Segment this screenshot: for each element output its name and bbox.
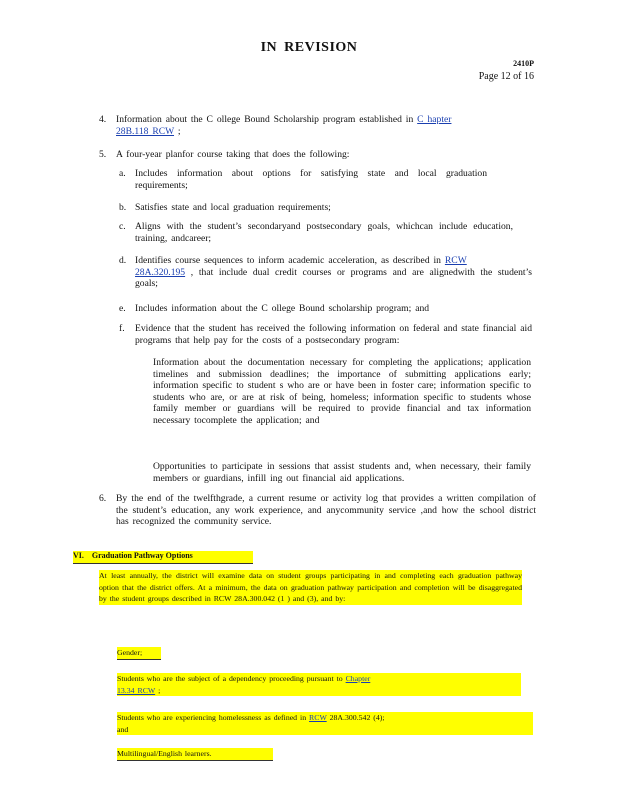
bullet-text: and — [117, 724, 129, 734]
subitem-b: Satisfies state and local graduation requirements; — [135, 202, 331, 213]
subitem-letter: a. — [119, 168, 126, 179]
section-heading — [73, 551, 253, 564]
rcw-link[interactable]: RCW — [444, 255, 467, 266]
list-item-4 — [116, 114, 536, 137]
subitem-letter: c. — [119, 221, 126, 232]
subitem-d — [135, 255, 532, 290]
item-number: 4. — [99, 114, 107, 125]
subitem-e: Includes information about the C ollege Bound scholarship program; and — [135, 303, 430, 314]
bullet-text: 28A.300.542 (4); — [326, 713, 385, 722]
subitem-letter: f. — [119, 323, 125, 334]
bullet-gender: Gender; — [117, 647, 161, 660]
bullet-homelessness — [117, 712, 533, 735]
subitem-letter: d. — [119, 255, 127, 266]
list-item-6: By the end of the twelfthgrade, a current resume or activity log that provides a written compilation of the student’s education, any work experience, and anycommunity service ,and how the school district has recognized the community service. — [116, 493, 536, 527]
bullet-text: Students who are the subject of a dependency proceeding pursuant to — [117, 674, 346, 683]
subitem-text: , that include dual credit courses or programs and are alignedwith the student’s goals; — [135, 266, 532, 289]
subitem-c: Aligns with the student’s secondaryand postsecondary goals, whichcan include education, training, andcareer; — [135, 221, 513, 244]
bullet-text: Students who are experiencing homelessness as defined in — [117, 713, 310, 722]
bullet-text: ; — [155, 685, 161, 695]
section-number: VI. — [73, 551, 84, 560]
subitem-text: Identifies course sequences to inform academic acceleration, as described in — [135, 255, 445, 266]
page-number: Page 12 of 16 — [478, 71, 534, 82]
section-title: Graduation Pathway Options — [91, 551, 193, 560]
subitem-a: Includes information about options for satisfying state and local graduation requirements; — [135, 168, 487, 191]
rcw-link[interactable]: 13.34 RCW — [117, 685, 156, 695]
page-title: IN REVISION — [260, 40, 358, 55]
bullet-item: Opportunities to participate in sessions that assist students and, when necessary, their family members or guardians, infill ing out financial aid applications. — [153, 461, 531, 484]
graduation-pathway-paragraph: At least annually, the district will examine data on student groups participating in and completing each graduation pathway option that the district offers. At a minimum, the data on graduation pathway participation and completion will be disaggregated by the student groups described in RCW 28A.300.042 (1 ) and (3), and by: — [99, 571, 522, 603]
subitem-letter: b. — [119, 202, 127, 213]
document-number: 2410P — [513, 59, 534, 68]
rcw-link[interactable]: RCW — [309, 713, 327, 722]
list-item-5: A four-year planfor course taking that does the following: — [116, 149, 350, 160]
subitem-f: Evidence that the student has received the following information on federal and state financial aid programs that help pay for the costs of a postsecondary program: — [135, 323, 532, 346]
subitem-letter: e. — [119, 303, 126, 314]
rcw-link[interactable]: 28B.118 RCW — [116, 125, 175, 137]
chapter-link[interactable]: Chapter — [345, 674, 371, 683]
bullet-dependency — [117, 673, 521, 696]
bullet-multilingual: Multilingual/English learners. — [117, 748, 273, 761]
rcw-section-link[interactable]: 28A.320.195 — [135, 266, 186, 278]
item-number: 6. — [99, 493, 107, 504]
item-text: ; — [174, 125, 181, 137]
item-text: Information about the C ollege Bound Scholarship program established in — [116, 114, 418, 125]
item-number: 5. — [99, 149, 107, 160]
bullet-item: Information about the documentation necessary for completing the applications; application timelines and submission deadlines; the importance of submitting applications early; information specific to student s who are or have been in foster care; information specific to students who are, or are at risk of being, homeless; information specific to students whose family member or guardians will be required to provide financial and tax information necessary tocomplete the application; and — [153, 357, 531, 426]
chapter-link[interactable]: C hapter — [417, 114, 452, 125]
